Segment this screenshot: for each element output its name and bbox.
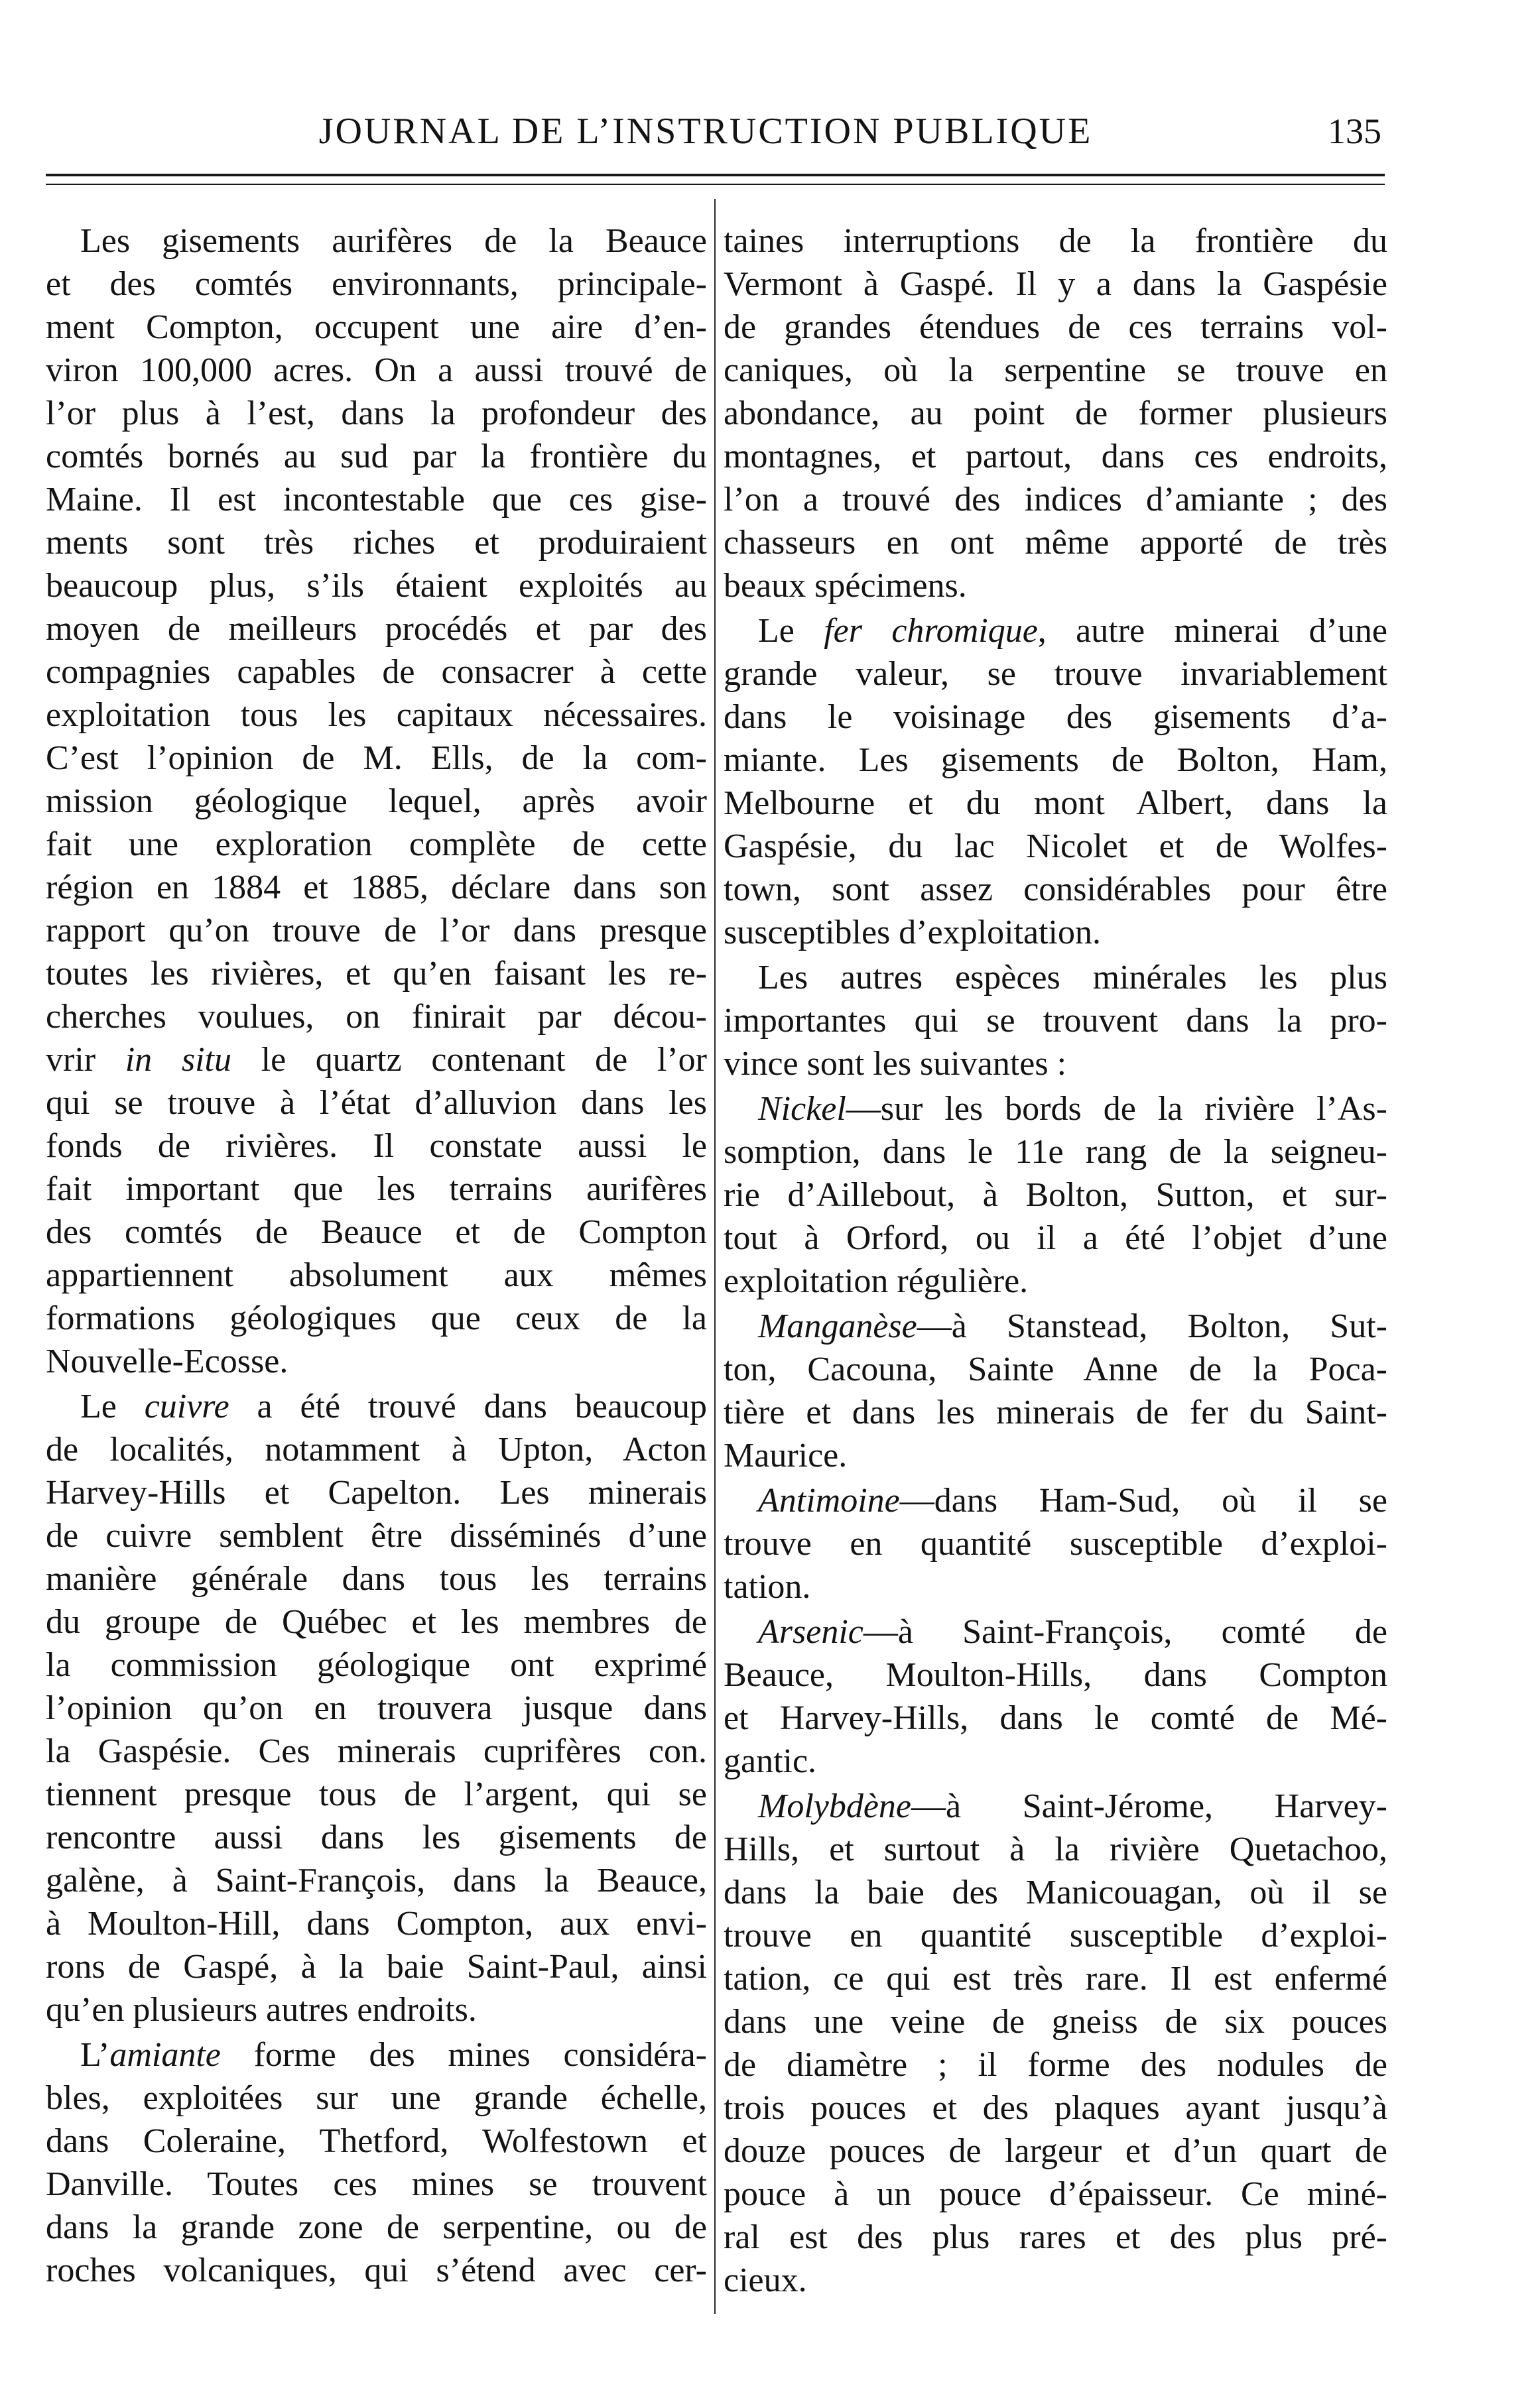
text-line: chasseurs en ont même apporté de très [724,524,1387,562]
line-text: forme des mines considéra- [220,2036,707,2074]
running-head [46,110,1385,152]
line-text: vrir [46,1041,125,1079]
text-line: de grandes étendues de ces terrains vol- [724,308,1387,346]
text-line: ment Compton, occupent une aire d’en- [46,308,707,346]
text-line: Maine. Il est incontestable que ces gise- [46,481,707,518]
line-text: —à Saint-Jérome, Harvey- [911,1787,1387,1825]
text-line: fait important que les terrains aurifères [46,1170,707,1208]
text-line: viron 100,000 acres. On a aussi trouvé de [46,351,707,389]
text-line: manière générale dans tous les terrains [46,1560,707,1598]
text-line: dans une veine de gneiss de six pouces [724,2003,1387,2041]
header-rule [46,184,1385,185]
text-line: tation. [724,1568,811,1606]
text-line: susceptibles d’exploitation. [724,914,1102,951]
text-line: bles, exploitées sur une grande échelle, [46,2079,707,2117]
text-line: exploitation régulière. [724,1262,1029,1300]
text-line: caniques, où la serpentine se trouve en [724,351,1387,389]
line-text: —sur les bords de la rivière l’As- [846,1090,1387,1128]
paragraph [724,1087,1387,1303]
text-line: galène, à Saint-François, dans la Beauce, [46,1862,707,1899]
text-line: C’est l’opinion de M. Ells, de la com- [46,739,707,777]
text-line: town, sont assez considérables pour être [724,871,1387,908]
italic-term: Nickel [758,1090,846,1128]
text-line: beaux spécimens. [724,567,967,605]
text-line: appartiennent absolument aux mêmes [46,1256,707,1294]
italic-term: Antimoine [758,1482,900,1520]
text-line: Harvey-Hills et Capelton. Les minerais [46,1474,707,1512]
text-line: Vermont à Gaspé. Il y a dans la Gaspésie [724,265,1387,303]
text-line: de cuivre semblent être disséminés d’une [46,1517,707,1555]
left-column [46,219,707,2294]
text-line: et Harvey-Hills, dans le comté de Mé- [724,1699,1387,1737]
text-line: dans la grande zone de serpentine, ou de [46,2208,707,2246]
text-line: tout à Orford, ou il a été l’objet d’une [724,1219,1387,1257]
text-line: Les gisements aurifères de la Beauce [80,222,707,260]
paragraph [724,1479,1387,1608]
paragraph [724,1305,1387,1477]
text-line [46,1385,707,1428]
text-line [46,2033,707,2077]
text-line: fait une exploration complète de cette [46,825,707,863]
text-line [724,609,1387,652]
text-line: exploitation tous les capitaux nécessaires. [46,696,707,734]
paragraph [724,1785,1387,2302]
italic-term: Molybdène [758,1787,912,1825]
text-line: grande valeur, se trouve invariablement [724,655,1387,693]
text-line: ton, Cacouna, Sainte Anne de la Poca- [724,1351,1387,1388]
line-text: Le [80,1388,145,1425]
text-line: de localités, notamment à Upton, Acton [46,1431,707,1469]
paragraph [724,219,1387,607]
text-line: ments sont très riches et produiraient [46,524,707,562]
line-text: —à Saint-François, comté de [863,1613,1387,1651]
text-line: formations géologiques que ceux de la [46,1299,707,1337]
text-line: l’on a trouvé des indices d’amiante ; des [724,481,1387,518]
text-line: comtés bornés au sud par la frontière du [46,438,707,475]
text-line [724,1087,1387,1130]
text-line: à Moulton-Hill, dans Compton, aux envi- [46,1905,707,1943]
right-column [724,219,1387,2304]
text-line: tière et dans les minerais de fer du Saint- [724,1394,1387,1431]
text-line: roches volcaniques, qui s’étend avec cer- [46,2252,707,2289]
text-line: trouve en quantité susceptible d’exploi- [724,1525,1387,1563]
line-text: Le [758,612,824,650]
text-line: région en 1884 et 1885, déclare dans son [46,869,707,906]
paragraph [724,956,1387,1085]
text-line [724,1479,1387,1522]
text-line: compagnies capables de consacrer à cette [46,653,707,691]
text-line [724,1305,1387,1348]
page-number: 135 [1328,111,1381,151]
text-line: des comtés de Beauce et de Compton [46,1213,707,1251]
text-line: Melbourne et du mont Albert, dans la [724,784,1387,822]
text-line: rons de Gaspé, à la baie Saint-Paul, ainsi [46,1948,707,1986]
text-line: cherches voulues, on finirait par décou- [46,998,707,1036]
text-line: miante. Les gisements de Bolton, Ham, [724,741,1387,779]
text-line: l’or plus à l’est, dans la profondeur des [46,394,707,432]
italic-term: Manganèse [758,1307,917,1345]
text-line [46,1038,707,1081]
line-text: —dans Ham-Sud, où il se [899,1482,1387,1520]
text-line: pouce à un pouce d’épaisseur. Ce miné- [724,2175,1387,2213]
text-line: douze pouces de largeur et d’un quart de [724,2132,1387,2170]
line-text: a été trouvé dans beaucoup [229,1388,707,1425]
text-line: gantic. [724,1742,817,1780]
text-line: trouve en quantité susceptible d’exploi- [724,1917,1387,1955]
text-line: Les autres espèces minérales les plus [758,959,1387,996]
text-line: la commission géologique ont exprimé [46,1646,707,1684]
text-line: tation, ce qui est très rare. Il est enfermé [724,1960,1387,1998]
line-text: le quartz contenant de l’or [231,1041,707,1079]
paragraph [46,1385,707,2031]
text-line: taines interruptions de la frontière du [724,222,1387,260]
text-line: abondance, au point de former plusieurs [724,394,1387,432]
text-line: la Gaspésie. Ces minerais cuprifères con. [46,1732,707,1770]
text-line: dans Coleraine, Thetford, Wolfestown et [46,2122,707,2160]
column-divider [714,199,716,2314]
running-head-title: JOURNAL DE L’INSTRUCTION PUBLIQUE [318,111,1093,152]
text-line: dans la baie des Manicouagan, où il se [724,1874,1387,1911]
text-line: rencontre aussi dans les gisements de [46,1819,707,1856]
text-line: Beauce, Moulton-Hills, dans Compton [724,1656,1387,1694]
text-line: ral est des plus rares et des plus pré- [724,2218,1387,2256]
text-line [724,1610,1387,1654]
paragraph [724,1610,1387,1783]
italic-term: Arsenic [758,1613,863,1651]
text-line: qu’en plusieurs autres endroits. [46,1991,477,2029]
text-line: beaucoup plus, s’ils étaient exploités au [46,567,707,605]
italic-term: amiante [109,2036,221,2074]
text-line: rie d’Aillebout, à Bolton, Sutton, et sur- [724,1176,1387,1214]
line-text: —à Stanstead, Bolton, Sut- [917,1307,1387,1345]
line-text: L’ [80,2036,110,2074]
text-line: fonds de rivières. Il constate aussi le [46,1127,707,1165]
text-line: Hills, et surtout à la rivière Quetachoo, [724,1831,1387,1868]
text-line: du groupe de Québec et les membres de [46,1603,707,1641]
text-line: vince sont les suivantes : [724,1045,1067,1083]
header-rule [46,174,1385,176]
italic-term: in situ [125,1041,231,1079]
text-line [724,1785,1387,1828]
paragraph [724,609,1387,954]
text-line: Maurice. [724,1437,848,1475]
text-line: de diamètre ; il forme des nodules de [724,2046,1387,2084]
text-line: importantes qui se trouvent dans la pro- [724,1002,1387,1040]
text-line: dans le voisinage des gisements d’a- [724,698,1387,736]
text-line: tiennent presque tous de l’argent, qui se [46,1776,707,1813]
italic-term: cuivre [144,1388,229,1425]
text-line: montagnes, et partout, dans ces endroits, [724,438,1387,475]
text-line: trois pouces et des plaques ayant jusqu’à [724,2089,1387,2127]
text-line: l’opinion qu’on en trouvera jusque dans [46,1689,707,1727]
text-line: Danville. Toutes ces mines se trouvent [46,2165,707,2203]
text-line: toutes les rivières, et qu’en faisant les re- [46,955,707,993]
text-line: Nouvelle-Ecosse. [46,1343,288,1380]
italic-term: fer chromique [824,612,1038,650]
line-text: , autre minerai d’une [1037,612,1387,650]
text-line: cieux. [724,2261,807,2299]
text-line: et des comtés environnants, principale- [46,265,707,303]
text-line: rapport qu’on trouve de l’or dans presque [46,912,707,949]
text-line: moyen de meilleurs procédés et par des [46,610,707,648]
text-line: somption, dans le 11e rang de la seigneu- [724,1133,1387,1171]
text-line: qui se trouve à l’état d’alluvion dans les [46,1084,707,1122]
paragraph [46,2033,707,2292]
text-line: Gaspésie, du lac Nicolet et de Wolfes- [724,827,1387,865]
text-line: mission géologique lequel, après avoir [46,782,707,820]
paragraph [46,219,707,1383]
